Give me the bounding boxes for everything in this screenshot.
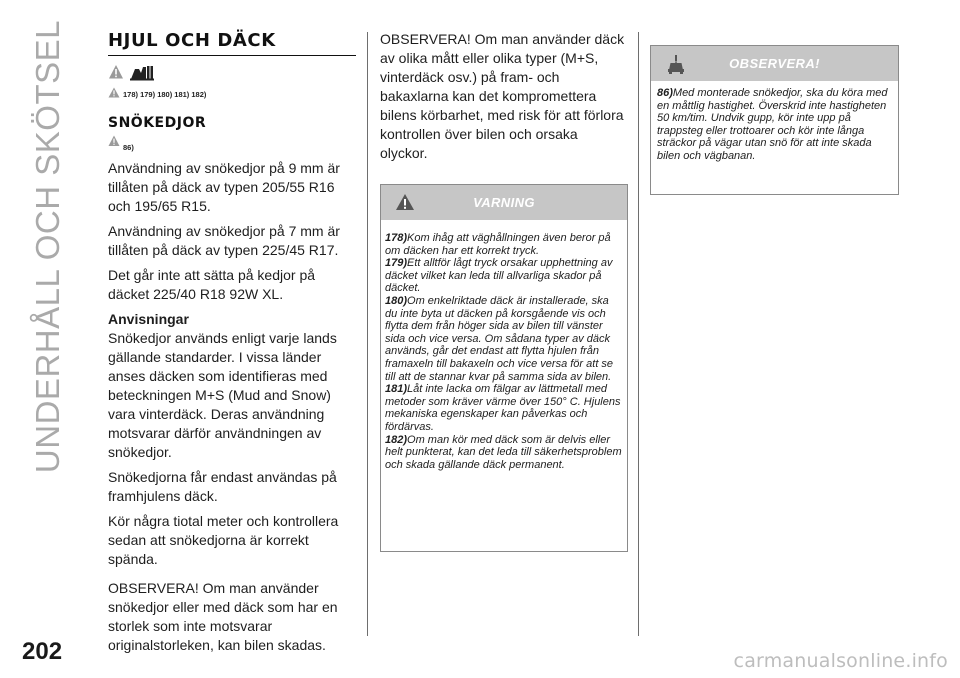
warning-box-body bbox=[381, 220, 627, 479]
column-divider bbox=[638, 32, 639, 636]
side-section-title-text: UNDERHÅLL OCH SKÖTSEL bbox=[29, 20, 66, 474]
subsection-title: SNÖKEDJOR bbox=[108, 115, 207, 131]
car-warning-icon bbox=[665, 54, 687, 79]
note-number: 181) bbox=[385, 383, 408, 396]
section-title: HJUL OCH DÄCK bbox=[108, 30, 356, 56]
note-item bbox=[385, 383, 623, 433]
page-number: 202 bbox=[22, 638, 63, 665]
body-paragraph: OBSERVERA! Om man använder snökedjor eller med däck som har en storlek som inte motsvarar originalstorleken, kan bilen skadas. bbox=[108, 580, 338, 653]
note-number: 86) bbox=[657, 87, 673, 99]
body-paragraph: Det går inte att sätta på kedjor på däcket 225/40 R18 92W XL. bbox=[108, 267, 316, 302]
body-paragraph: OBSERVERA! Om man använder däck av olika mått eller olika typer (M+S, vinterdäck osv.) på fram- och bakaxlarna kan det kompromettera bilens körbarhet, med risk för att förlora kontrollen över bilen och orsaka olyckor. bbox=[380, 31, 625, 161]
note-box bbox=[650, 45, 899, 195]
note-number: 179) bbox=[385, 257, 408, 270]
body-paragraph: Snökedjor används enligt varje lands gällande standarder. I vissa länder anses däcken som identifieras med beteckningen M+S (Mud and Snow) vara vinterdäck. Deras användning motsvarar därför användningen av snökedjor. bbox=[108, 330, 337, 460]
paragraph-heading: Anvisningar bbox=[108, 311, 189, 327]
note-text: Med monterade snökedjor, ska du köra med en måttlig hastighet. Överskrid inte hastigheten 50 km/tim. Undvik gupp, kör inte upp på trappsteg eller trottoarer och kör inte långa sträckor på vägar utan snö för att inte skada bilen och vägbanan. bbox=[657, 87, 888, 162]
body-paragraph: Användning av snökedjor på 9 mm är tillåten på däck av typen 205/55 R16 och 195/65 R15. bbox=[108, 160, 340, 214]
warning-triangle-icon bbox=[108, 64, 124, 85]
note-item bbox=[385, 232, 623, 257]
reference-number: 86) bbox=[123, 143, 134, 152]
note-item bbox=[385, 295, 623, 383]
column-divider bbox=[367, 32, 368, 636]
body-paragraph: Användning av snökedjor på 7 mm är tillåten på däck av typen 225/45 R17. bbox=[108, 223, 340, 258]
watermark: carmanualsonline.info bbox=[733, 650, 948, 672]
warning-triangle-icon bbox=[108, 134, 120, 152]
warning-triangle-icon bbox=[395, 193, 415, 216]
warning-box-header bbox=[381, 185, 627, 220]
reference-row bbox=[108, 134, 356, 152]
warning-box bbox=[380, 184, 628, 552]
note-item bbox=[385, 257, 623, 295]
warning-triangle-icon bbox=[108, 85, 120, 103]
note-number: 182) bbox=[385, 433, 408, 446]
side-section-title bbox=[18, 20, 78, 474]
note-box-header bbox=[651, 46, 898, 81]
note-text: Kom ihåg att väghållningen även beror på om däcken har ett korrekt tryck. bbox=[385, 232, 611, 257]
note-text: Låt inte lacka om fälgar av lättmetall med metoder som kräver värme över 150° C. Hjulens mekaniska egenskaper kan påverkas och fördärvas. bbox=[385, 383, 621, 433]
note-text: Om enkelriktade däck är installerade, ska du inte byta ut däcken på korsgående vis och flytta dem från höger sida av bilen till vänster sida och vice versa. Om sådana typer av däck används, går det endast att flytta hjulen från framaxeln till bakaxeln och vice versa för att se till att de stannar kvar på samma sida av bilen. bbox=[385, 294, 614, 383]
icon-row bbox=[108, 63, 356, 85]
body-paragraph: Snökedjorna får endast användas på framhjulens däck. bbox=[108, 469, 337, 504]
note-box-title: OBSERVERA! bbox=[729, 56, 820, 71]
note-text: Ett alltför lågt tryck orsakar upphettning av däcket vilket kan leda till allvarliga skador på däcket. bbox=[385, 257, 613, 295]
note-text: Om man kör med däck som är delvis eller helt punkterat, kan det leda till säkerhetsproblem och skada gällande däck permanent. bbox=[385, 433, 622, 471]
reference-numbers: 178) 179) 180) 181) 182) bbox=[123, 89, 207, 99]
warning-box-title: VARNING bbox=[473, 195, 535, 210]
note-item bbox=[657, 87, 894, 163]
note-box-body bbox=[651, 81, 898, 171]
note-number: 178) bbox=[385, 232, 408, 244]
column-1 bbox=[108, 30, 356, 661]
reference-row bbox=[108, 85, 356, 103]
car-jack-icon bbox=[128, 63, 156, 86]
body-paragraph: Kör några tiotal meter och kontrollera sedan att snökedjorna är korrekt spända. bbox=[108, 513, 339, 567]
note-item bbox=[385, 434, 623, 472]
note-number: 180) bbox=[385, 294, 408, 307]
column-2 bbox=[380, 30, 628, 163]
